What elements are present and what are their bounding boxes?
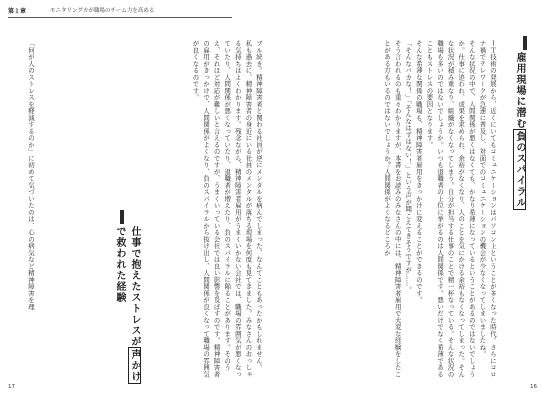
- heading-text: 仕事で抱えたストレスが: [129, 226, 140, 347]
- paragraph: 私も過去に、精神障害者の身近にいる社員のメンタルが落ちる現場を何度も見てきました。みなさんのおっしゃる気持ちはよくわかります。残念ながら、精神障害者雇用がうまくいかない会社では、職場の雰囲気が悪くなっていたり、人間関係が悪くなっていたり、退職者が増えたり、負のスパイラルに陥ることがあります。そのうえ、それほど対応が難しいと言えるのですが、うまくいっている会社では良い影響を及ぼすのです。精神障害者の雇用がきっかけで、人間関係がよくなり、負のスパイラルから抜け出し、人間関係が良くなって職場の雰囲気が良くなるのです。: [191, 40, 253, 378]
- heading-text: で救われた経験: [114, 226, 125, 303]
- page-number-left: 17: [8, 384, 15, 390]
- page-number-right: 16: [530, 384, 537, 390]
- heading-text: 雇用現場に潜む: [514, 52, 525, 129]
- heading-accent-bar: [523, 36, 527, 50]
- heading-accent-bar: [120, 210, 124, 224]
- running-header-title: モニタリングカが職場のチーム力を高める: [50, 8, 155, 14]
- body-text-left: [148, 40, 264, 378]
- running-header: [0, 0, 544, 22]
- header-rule: [8, 17, 232, 18]
- paragraph: ＩＴ技術の発展から、近くにいてもコミュニケーションはパソコン上ということが多くなった時代。さらにコロナ禍でテレワークが急速に普及し、対面でのコミュニケーションの機会が少なくなってしまいましたね。: [478, 40, 497, 378]
- paragraph: そんな希薄な関係の職場も、精神障害者雇用をきっかけに変えることができるのです。: [414, 40, 423, 304]
- lead-paragraph: [14, 40, 36, 378]
- paragraph: ブル続き。精神障害者と関わる社員が逆にメンタルを病んでしまった、なんてこともあったかもしれません。: [255, 40, 263, 371]
- heading-highlight: 声かけ: [129, 349, 140, 382]
- section-heading-right: [512, 52, 527, 382]
- paragraph: 「そんなバカな！」「そんなはずはない！」という声が聞こえてきそうですが……。: [404, 40, 413, 294]
- chapter-tag: 第１章: [8, 8, 27, 15]
- paragraph: 「何が人のストレスを軽減するのか」に初めて気づいたのは、心の病気など精神障害を理: [27, 40, 35, 310]
- section-heading-left: [112, 226, 142, 386]
- body-text-right: [268, 40, 498, 378]
- paragraph: そんな状況の中で、人間関係が悪くはなくても、かなり希薄になっているということがあるのではないでしょうか。仕事に追われ、成果を求められ、余裕がなくなり、人のことを気にかける余裕もなくなってしまった。そんな状況が積み重なり、組織がなくなってしまう。自分が担当する仕事のことで精一杯なっている。そんな状況の職場も多いのではないでしょうか。いつも退職者の上位に挙がるのは人間関係です。悪いだけでなく希薄であることもストレスの要因となります。: [425, 40, 476, 378]
- heading-highlight: 負のスパイラル: [514, 131, 525, 208]
- paragraph: そう言われるのも重々わかりますが、本書をお読みのみなさんの中には、精神障害者雇用で大変な経験をしたことがある方もいるのではないでしょうか？人間関係がよくなるどころか: [383, 40, 402, 378]
